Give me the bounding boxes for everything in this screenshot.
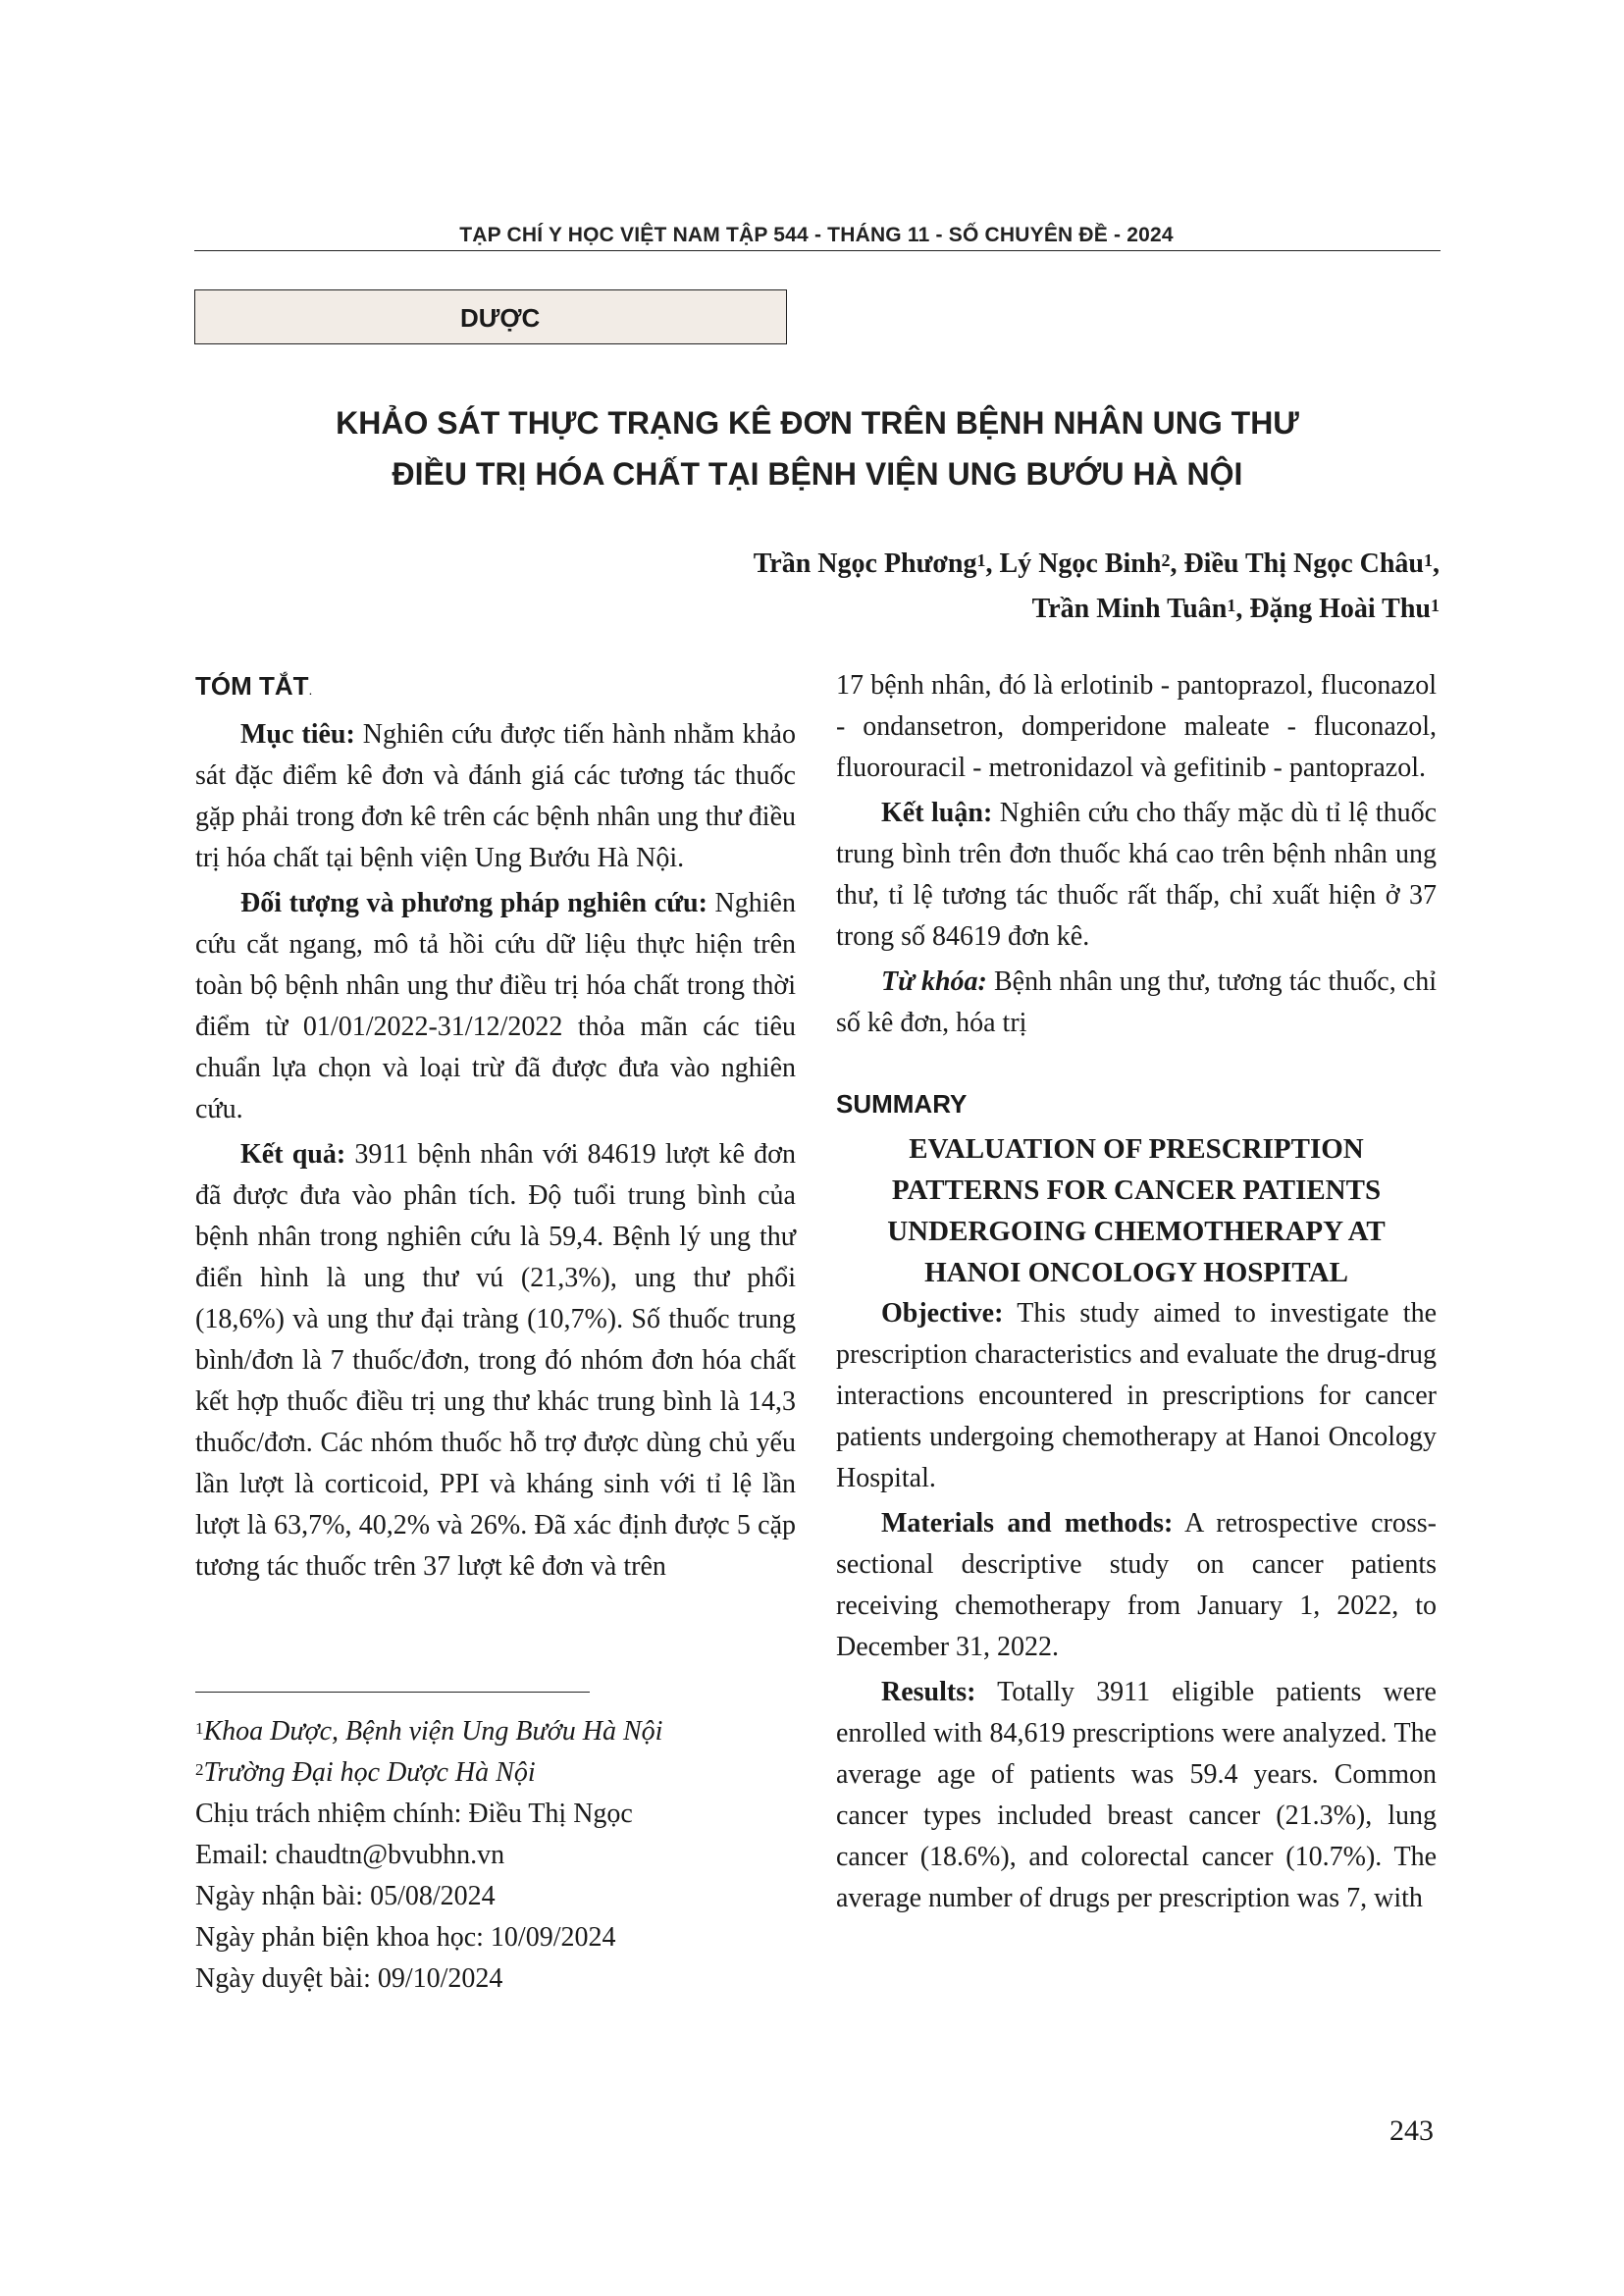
author-affiliation: 1 [1431, 596, 1440, 615]
footnote-mark: 2 [195, 1760, 204, 1779]
footnote-corresponding: Chịu trách nhiệm chính: Điều Thị Ngọc [195, 1799, 633, 1829]
author-affiliation: 1 [1424, 550, 1433, 570]
summary-heading: SUMMARY [836, 1089, 968, 1119]
abstract-objective [195, 714, 796, 879]
author-name: Đặng Hoài Thu [1249, 594, 1431, 624]
footnote-email: Email: chaudtn@bvubhn.vn [195, 1840, 505, 1870]
footnote-affiliation-text: Trường Đại học Dược Hà Nội [203, 1757, 536, 1788]
right-column [836, 665, 1437, 1923]
footnote-rule [195, 1692, 590, 1693]
left-column [195, 665, 796, 1592]
summary-results-text: Totally 3911 eligible patients were enrolled with 84,619 prescriptions were analyzed. The average age of patients was 59.4 years. Common cancer types included breast cancer (21.3%), lung cancer (18.6%), and colorectal cancer (10.7%). The average number of drugs per prescription was 7, with [836, 1677, 1437, 1913]
author-name: Trần Minh Tuân [1031, 594, 1228, 624]
footnote-mark: 1 [195, 1719, 204, 1738]
summary-methods [836, 1503, 1437, 1668]
results-text: 3911 bệnh nhân với 84619 lượt kê đơn đã được đưa vào phân tích. Độ tuổi trung bình của bệnh nhân trong nghiên cứu là 59,4. Bệnh lý ung thư điển hình là ung thư vú (21,3%), ung thư phổi (18,6%) và ung thư đại tràng (10,7%). Số thuốc trung bình/đơn là 7 thuốc/đơn, trong đó nhóm đơn hóa chất kết hợp thuốc điều trị ung thư khác trung bình là 14,3 thuốc/đơn. Các nhóm thuốc hỗ trợ được dùng chủ yếu lần lượt là corticoid, PPI và kháng sinh với tỉ lệ lần lượt là 63,7%, 40,2% và 26%. Đã xác định được 5 cặp tương tác thuốc trên 37 lượt kê đơn và trên [195, 1139, 796, 1582]
summary-title-line-3: UNDERGOING CHEMOTHERAPY AT [887, 1216, 1386, 1247]
methods-text: Nghiên cứu cắt ngang, mô tả hồi cứu dữ liệu thực hiện trên toàn bộ bệnh nhân ung thư điều trị hóa chất trong thời điểm từ 01/01/2022-31/12/2022 thỏa mãn các tiêu chuẩn lựa chọn và loại trừ đã được đưa vào nghiên cứu. [195, 888, 796, 1124]
abstract-keywords [836, 962, 1437, 1044]
footnote-reviewed: Ngày phản biện khoa học: 10/09/2024 [195, 1922, 616, 1953]
abstract-heading [195, 665, 796, 710]
results-label: Kết quả: [240, 1139, 346, 1170]
author-name: Trần Ngọc Phương [753, 548, 977, 579]
section-label: DƯỢC [460, 303, 541, 333]
author-line-1: Trần Ngọc Phương$^1$, Lý Ngọc Binh$^2$, Điều Thị Ngọc Châu$^1$, [753, 548, 1440, 579]
footnote-affiliation-text: Khoa Dược, Bệnh viện Ung Bướu Hà Nội [203, 1716, 663, 1747]
footnote-received: Ngày nhận bài: 05/08/2024 [195, 1881, 496, 1911]
summary-title-line-4: HANOI ONCOLOGY HOSPITAL [924, 1257, 1348, 1288]
objective-text: Nghiên cứu được tiến hành nhằm khảo sát đặc điểm kê đơn và đánh giá các tương tác thuốc gặp phải trong đơn kê trên các bệnh nhân ung thư điều trị hóa chất tại bệnh viện Ung Bướu Hà Nội. [195, 719, 796, 873]
footnote-accepted: Ngày duyệt bài: 09/10/2024 [195, 1963, 503, 1994]
summary-objective-label: Objective: [881, 1298, 1004, 1329]
summary-methods-label: Materials and methods: [881, 1508, 1174, 1539]
article-title [194, 397, 1441, 499]
summary-objective [836, 1293, 1437, 1499]
header-rule [194, 250, 1441, 251]
summary-methods-text: A retrospective cross-sectional descriptive study on cancer patients receiving chemotherapy from January 1, 2022, to December 31, 2022. [836, 1508, 1438, 1662]
section-label-box [194, 289, 787, 344]
abstract-results [195, 1134, 796, 1588]
footnote-affiliation-1 [195, 1711, 662, 1752]
footnote-affiliation-2 [195, 1752, 662, 1794]
abstract-results-continued: 17 bệnh nhân, đó là erlotinib - pantoprazol, fluconazol - ondansetron, domperidone maleate - fluconazol, fluorouracil - metronidazol và gefitinib - pantoprazol. [836, 670, 1437, 783]
author-name: Điều Thị Ngọc Châu [1183, 548, 1424, 579]
summary-objective-text: This study aimed to investigate the prescription characteristics and evaluate the drug-drug interactions encountered in prescriptions for cancer patients undergoing chemotherapy at Hanoi Oncology Hospital. [836, 1298, 1437, 1493]
abstract-heading-mark: . [308, 682, 313, 698]
author-affiliation: 1 [976, 550, 986, 570]
article-title-line-1: KHẢO SÁT THỰC TRẠNG KÊ ĐƠN TRÊN BỆNH NHÂN UNG THƯ [336, 405, 1299, 441]
conclusion-label: Kết luận: [881, 798, 993, 828]
summary-results-label: Results: [881, 1677, 976, 1707]
author-affiliation: 1 [1227, 596, 1236, 615]
author-name: Lý Ngọc Binh [999, 548, 1162, 579]
footnotes [195, 1711, 662, 2000]
keywords-text: Bệnh nhân ung thư, tương tác thuốc, chỉ số kê đơn, hóa trị [836, 966, 1438, 1038]
objective-label: Mục tiêu: [240, 719, 355, 750]
summary-title [836, 1128, 1437, 1293]
author-affiliation: 2 [1161, 550, 1171, 570]
author-list [754, 542, 1440, 632]
page-number: 243 [1389, 2114, 1434, 2147]
summary-title-line-1: EVALUATION OF PRESCRIPTION [909, 1133, 1364, 1165]
article-title-line-2: ĐIỀU TRỊ HÓA CHẤT TẠI BỆNH VIỆN UNG BƯỚU HÀ NỘI [392, 456, 1243, 492]
abstract-heading-text: TÓM TẮT [195, 671, 309, 701]
methods-label: Đối tượng và phương pháp nghiên cứu: [240, 888, 707, 918]
conclusion-text: Nghiên cứu cho thấy mặc dù tỉ lệ thuốc trung bình trên đơn thuốc khá cao trên bệnh nhân ung thư, tỉ lệ tương tác thuốc rất thấp, chỉ xuất hiện ở 37 trong số 84619 đơn kê. [836, 798, 1437, 952]
summary-title-line-2: PATTERNS FOR CANCER PATIENTS [891, 1174, 1382, 1206]
author-line-2: Trần Minh Tuân$^1$, Đặng Hoài Thu$^1$ [1031, 594, 1440, 624]
summary-results [836, 1672, 1437, 1919]
abstract-methods [195, 883, 796, 1130]
abstract-conclusion [836, 793, 1437, 958]
keywords-label: Từ khóa: [881, 966, 987, 997]
running-header: TẠP CHÍ Y HỌC VIỆT NAM TẬP 544 - THÁNG 11 - SỐ CHUYÊN ĐỀ - 2024 [459, 224, 1174, 246]
